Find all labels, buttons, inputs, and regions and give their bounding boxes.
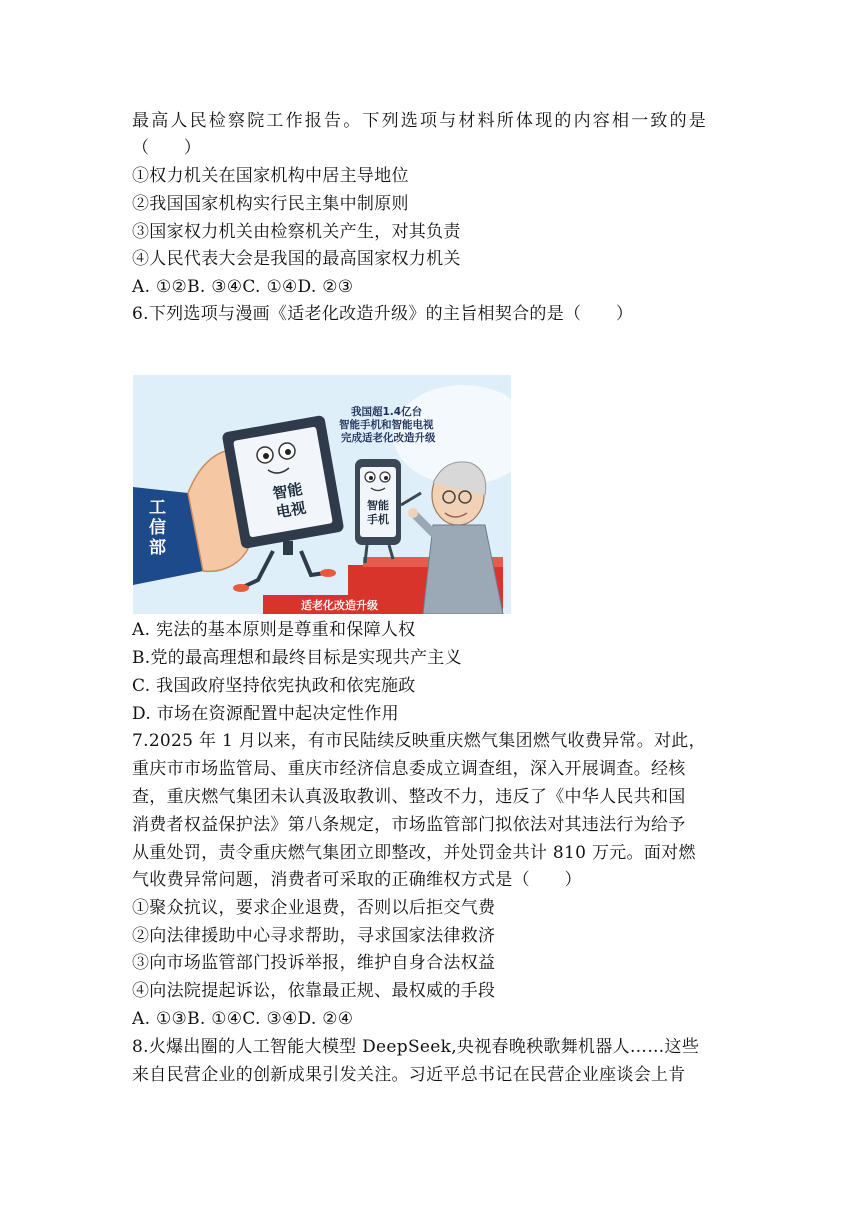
text-line: 来自民营企业的创新成果引发关注。习近平总书记在民营企业座谈会上肯 [132, 1065, 686, 1085]
svg-text:信: 信 [149, 518, 166, 538]
text-line: （ ） [132, 138, 202, 158]
option-line: ③向市场监管部门投诉举报，维护自身合法权益 [132, 953, 496, 973]
answer-choices: A. ①②B. ③④C. ①④D. ②③ [132, 277, 354, 297]
option-a: A. 宪法的基本原则是尊重和保障人权 [132, 620, 416, 640]
svg-text:部: 部 [149, 538, 166, 558]
option-line: ③国家权力机关由检察机关产生，对其负责 [132, 222, 461, 242]
question-7: 7.2025 年 1 月以来，有市民陆续反映重庆燃气集团燃气收费异常。对此， [132, 731, 706, 751]
svg-text:完成适老化改造升级: 完成适老化改造升级 [341, 432, 436, 444]
svg-text:智能手机和智能电视: 智能手机和智能电视 [339, 419, 434, 431]
text-line: 从重处罚，责令重庆燃气集团立即整改，并处罚金共计 810 万元。面对燃 [132, 843, 696, 863]
option-line: ④向法院提起诉讼，依靠最正规、最权威的手段 [132, 981, 496, 1001]
phone-label: 智能 [367, 499, 389, 512]
svg-text:手机: 手机 [367, 513, 389, 526]
option-line: ②我国国家机构实行民主集中制原则 [132, 194, 409, 214]
text-line: 重庆市市场监管局、重庆市经济信息委成立调查组，深入开展调查。经核 [132, 759, 686, 779]
option-c: C. 我国政府坚持依宪执政和依宪施政 [132, 676, 416, 696]
option-line: ①权力机关在国家机构中居主导地位 [132, 166, 409, 186]
tv-label: 智能 [271, 479, 305, 503]
answer-choices: A. ①③B. ①④C. ③④D. ②④ [132, 1009, 354, 1029]
question-6: 6.下列选项与漫画《适老化改造升级》的主旨相契合的是（ ） [132, 304, 634, 324]
svg-text:电视: 电视 [274, 498, 308, 522]
text-line: 最高人民检察院工作报告。下列选项与材料所体现的内容相一致的是 [132, 111, 708, 131]
step-label: 适老化改造升级 [301, 599, 378, 612]
svg-text:工: 工 [149, 498, 166, 518]
option-d: D. 市场在资源配置中起决定性作用 [132, 704, 399, 724]
question-8: 8.火爆出圈的人工智能大模型 DeepSeek,央视春晚秧歌舞机器人……这些 [132, 1037, 700, 1057]
option-line: ②向法律援助中心寻求帮助，寻求国家法律救济 [132, 926, 496, 946]
text-line: 查，重庆燃气集团未认真汲取教训、整改不力，违反了《中华人民共和国 [132, 787, 686, 807]
option-b: B.党的最高理想和最终目标是实现共产主义 [132, 648, 462, 668]
tv-screen [233, 426, 333, 537]
option-line: ①聚众抗议，要求企业退费，否则以后拒交气费 [132, 898, 496, 918]
option-line: ④人民代表大会是我国的最高国家权力机关 [132, 249, 461, 269]
text-line: 气收费异常问题，消费者可采取的正确维权方式是（ ） [132, 870, 582, 890]
cartoon-illustration [133, 375, 511, 614]
text-line: 消费者权益保护法》第八条规定，市场监管部门拟依法对其违法行为给予 [132, 815, 686, 835]
cartoon-caption: 我国超1.4亿台 [351, 406, 423, 418]
